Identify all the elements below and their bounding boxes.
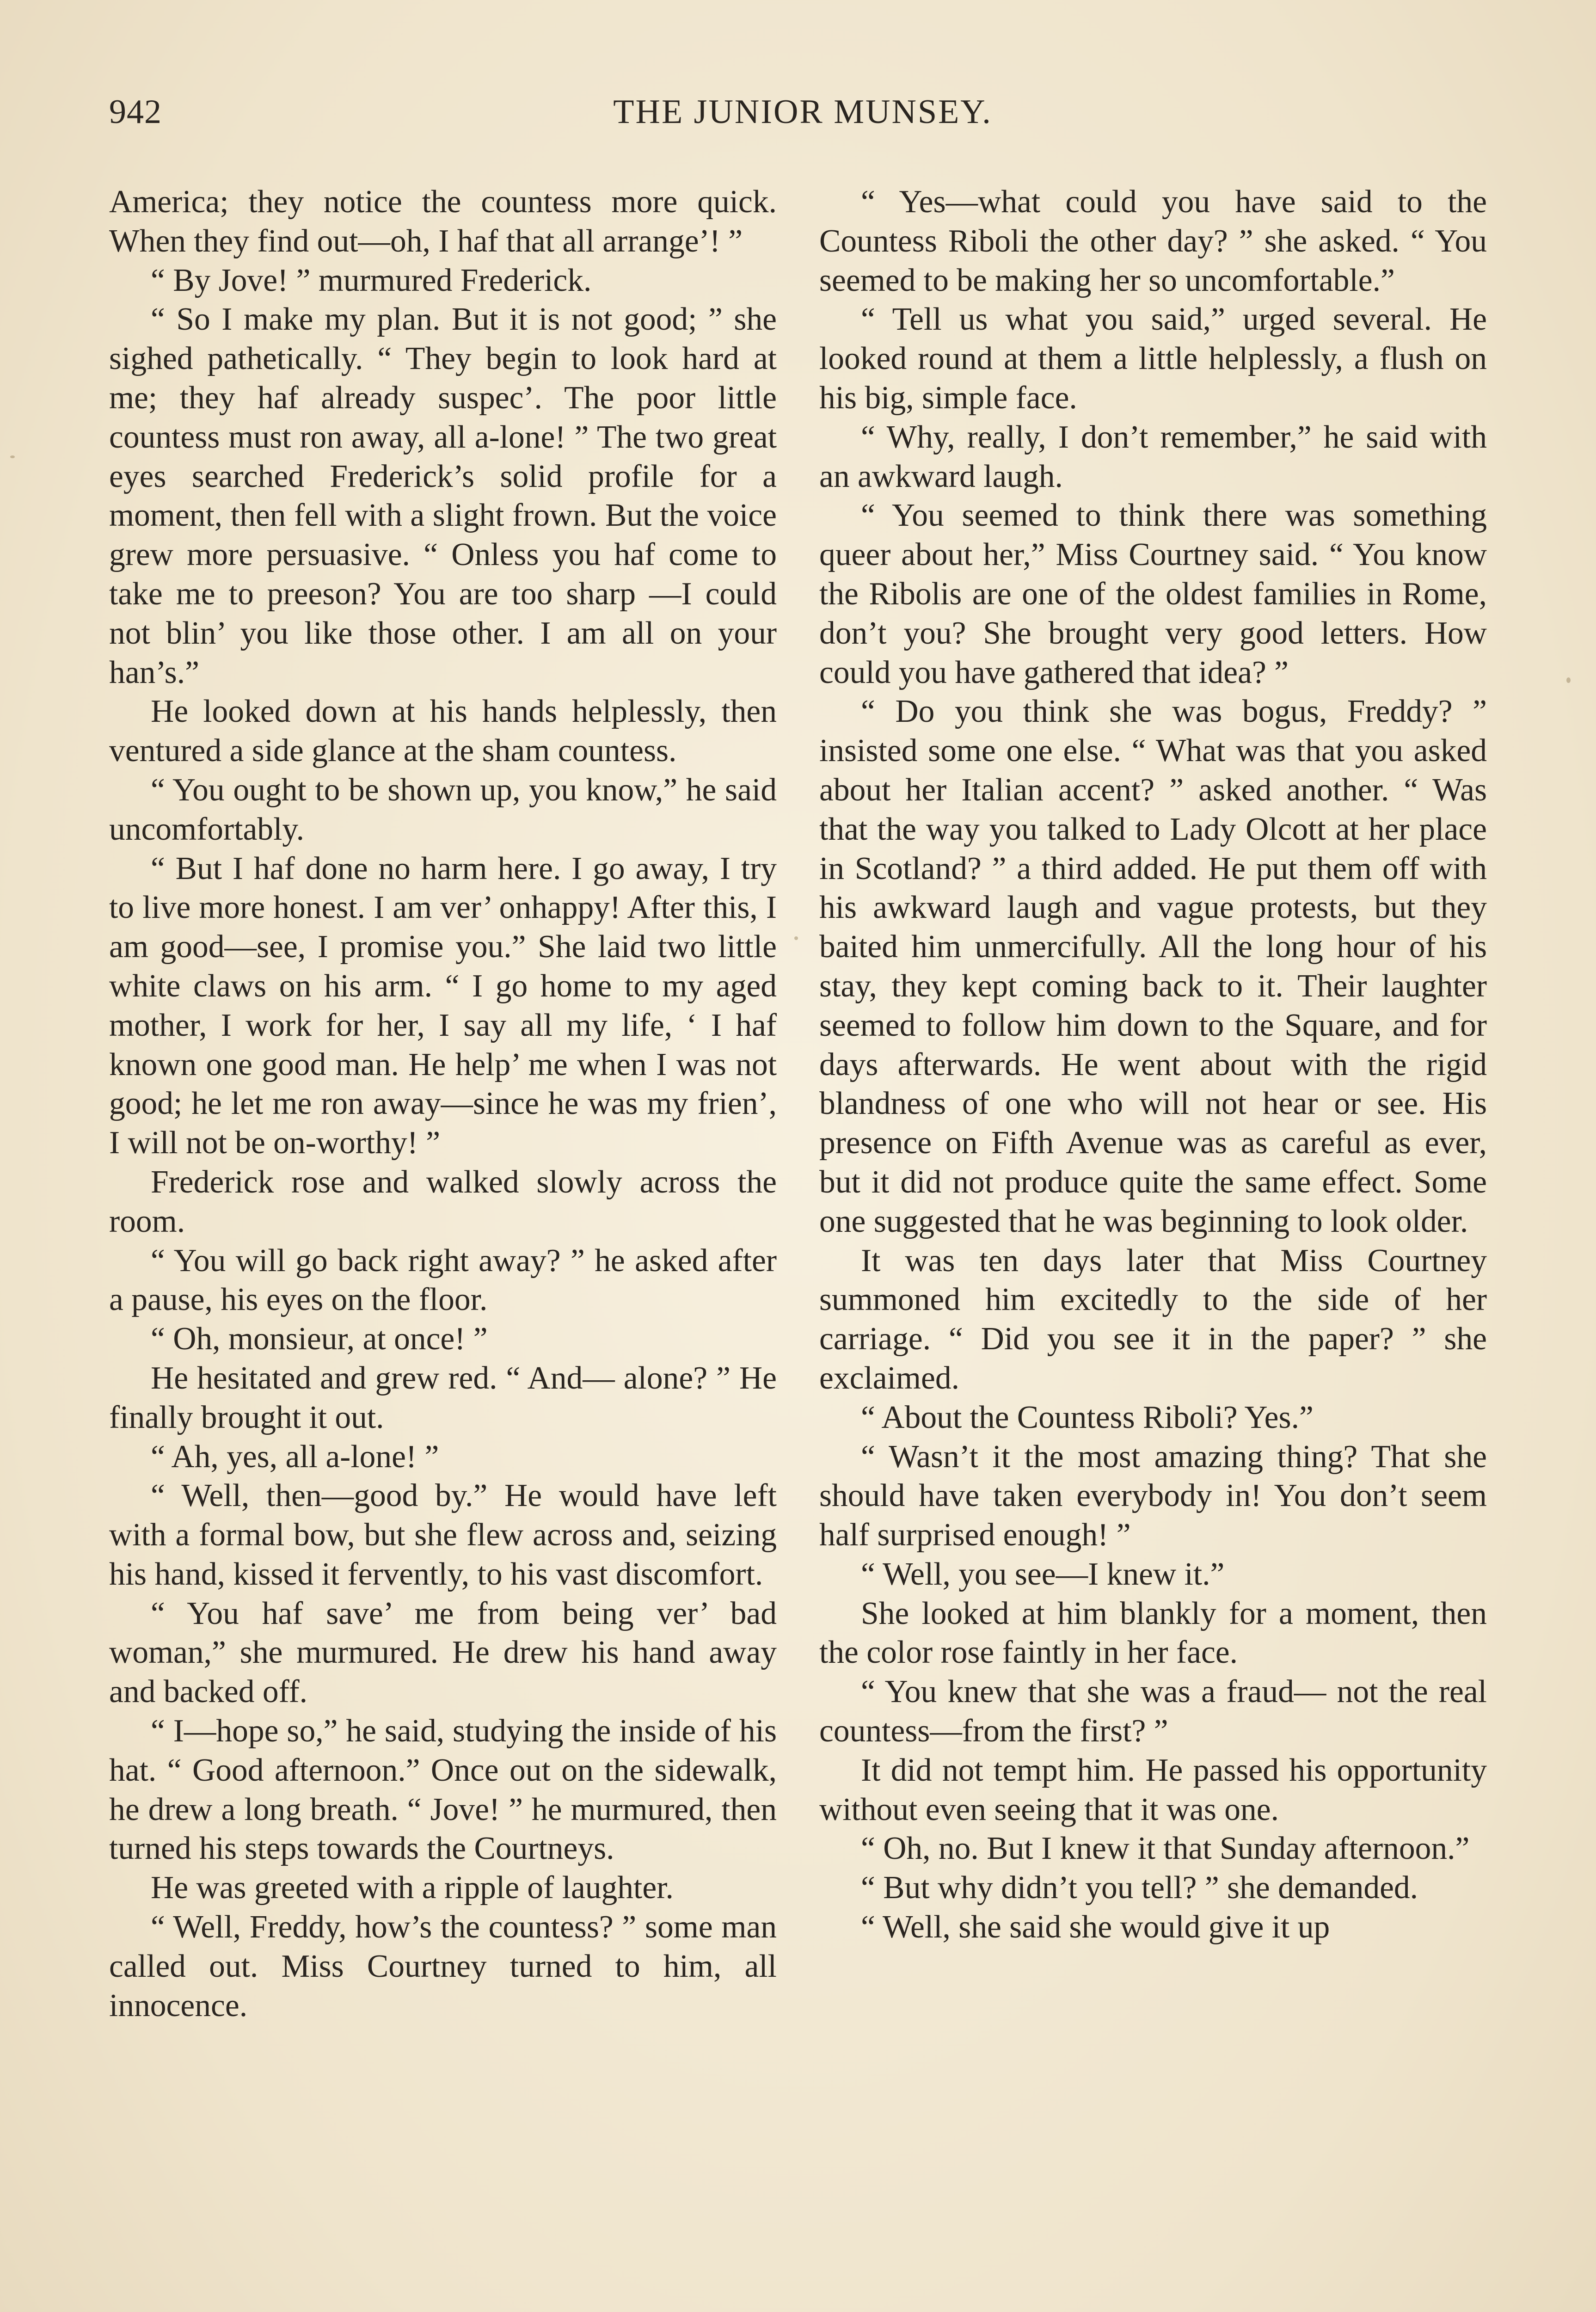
paragraph: “ Yes—what could you have said to the Countess Riboli the other day? ” she asked. “ You seemed to be making her so uncomfortable.”: [819, 184, 1487, 298]
paragraph: “ You ought to be shown up, you know,” he said uncomfortably.: [109, 772, 777, 847]
paragraph: “ But I haf done no harm here. I go away, I try to live more honest. I am ver’ onhappy! After this, I am good—see, I promise you.” She laid two little white claws on his arm. “ I go home to my aged mother, I work for her, I say all my life, ‘ I haf known one good man. He help’ me when I was not good; he let me ron away—since he was my frien’, I will not be on-worthy! ”: [109, 850, 777, 1161]
paragraph: “ By Jove! ” murmured Frederick.: [151, 262, 592, 298]
paragraph: “ I—hope so,” he said, studying the inside of his hat. “ Good afternoon.” Once out on the sidewalk, he drew a long breath. “ Jove! ” he murmured, then turned his steps towards the Courtneys.: [109, 1713, 777, 1867]
paragraph: “ Well, Freddy, how’s the countess? ” some man called out. Miss Courtney turned to him, all innocence.: [109, 1909, 777, 2023]
paper-speck: [10, 455, 15, 458]
left-text-column: [109, 183, 777, 2025]
paragraph: Frederick rose and walked slowly across the room.: [109, 1164, 777, 1239]
page-header: [109, 92, 1496, 143]
paragraph: “ About the Countess Riboli? Yes.”: [861, 1399, 1314, 1435]
paragraph: “ You seemed to think there was something queer about her,” Miss Courtney said. “ You know the Ribolis are one of the oldest families in Rome, don’t you? She brought very good letters. How could you have gathered that idea? ”: [819, 498, 1487, 690]
paragraph: He hesitated and grew red. “ And— alone? ” He finally brought it out.: [109, 1360, 777, 1435]
paragraph: “ So I make my plan. But it is not good; ” she sighed pathetically. “ They begin to look hard at me; they haf already suspec’. The poor little countess must ron away, all a-lone! ” The two great eyes searched Frederick’s solid profile for a moment, then fell with a slight frown. But the voice grew more persuasive. “ Onless you haf come to take me to preeson? You are too sharp —I could not blin’ you like those other. I am all on your han’s.”: [109, 301, 777, 690]
paragraph: “ Tell us what you said,” urged several. He looked round at them a little helplessly, a flush on his big, simple face.: [819, 301, 1487, 416]
paragraph: “ Well, she said she would give it up: [861, 1909, 1330, 1945]
page-number: 942: [109, 93, 162, 131]
paragraph: “ You knew that she was a fraud— not the real countess—from the first? ”: [819, 1674, 1487, 1749]
paragraph: “ Ah, yes, all a-lone! ”: [151, 1439, 439, 1475]
paragraph: It was ten days later that Miss Courtney summoned him excitedly to the side of her carriage. “ Did you see it in the paper? ” she exclaimed.: [819, 1242, 1487, 1396]
paper-speck: [1566, 677, 1571, 683]
paper-speck: [794, 936, 798, 940]
paragraph: “ Wasn’t it the most amazing thing? That she should have taken everybody in! You don’t seem half surprised enough! ”: [819, 1439, 1487, 1553]
paragraph: He looked down at his hands helplessly, then ventured a side glance at the sham countess.: [109, 694, 777, 769]
paragraph: “ Why, really, I don’t remember,” he said with an awkward laugh.: [819, 419, 1487, 494]
paragraph: She looked at him blankly for a moment, then the color rose faintly in her face.: [819, 1595, 1487, 1671]
paragraph: “ Oh, no. But I knew it that Sunday afternoon.”: [861, 1831, 1470, 1867]
paragraph: “ Well, then—good by.” He would have left with a formal bow, but she flew across and, seizing his hand, kissed it fervently, to his vast discomfort.: [109, 1478, 777, 1592]
paragraph: “ Well, you see—I knew it.”: [861, 1556, 1225, 1592]
paragraph: America; they notice the countess more quick. When they find out—oh, I haf that all arrange’! ”: [109, 184, 777, 259]
paragraph: “ You will go back right away? ” he asked after a pause, his eyes on the floor.: [109, 1242, 777, 1318]
paragraph: He was greeted with a ripple of laughter.: [151, 1870, 674, 1906]
paragraph: “ You haf save’ me from being ver’ bad woman,” she murmured. He drew his hand away and backed off.: [109, 1595, 777, 1710]
paragraph: “ Oh, monsieur, at once! ”: [151, 1321, 488, 1357]
paragraph: “ Do you think she was bogus, Freddy? ” insisted some one else. “ What was that you asked about her Italian accent? ” asked another. “ Was that the way you talked to Lady Olcott at her place in Scotland? ” a third added. He put them off with his awkward laugh and vague protests, but they baited him unmercifully. All the long hour of his stay, they kept coming back to it. Their laughter seemed to follow him down to the Square, and for days afterwards. He went about with the rigid blandness of one who will not hear or see. His presence on Fifth Avenue was as careful as ever, but it did not produce quite the same effect. Some one suggested that he was beginning to look older.: [819, 694, 1487, 1239]
paragraph: “ But why didn’t you tell? ” she demanded.: [861, 1870, 1418, 1906]
paragraph: It did not tempt him. He passed his opportunity without even seeing that it was one.: [819, 1752, 1487, 1827]
right-text-column: [819, 183, 1487, 1947]
journal-title: THE JUNIOR MUNSEY.: [613, 93, 992, 131]
